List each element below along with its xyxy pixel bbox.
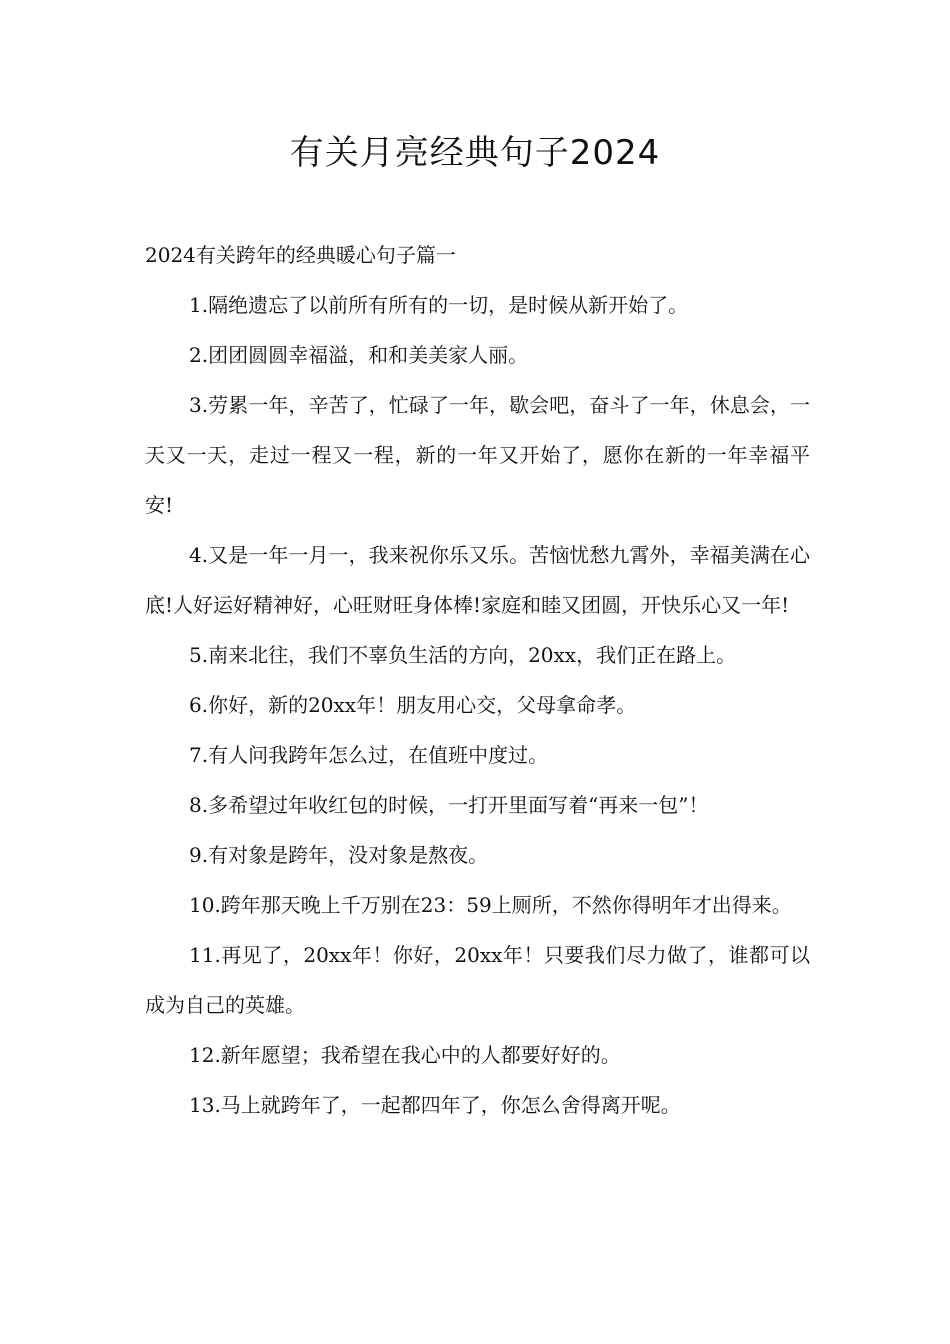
list-item: 12.新年愿望；我希望在我心中的人都要好好的。 <box>189 1043 621 1067</box>
list-item: 6.你好，新的20xx年！朋友用心交，父母拿命孝。 <box>189 693 637 717</box>
list-item: 5.南来北往，我们不辜负生活的方向，20xx，我们正在路上。 <box>189 643 737 667</box>
list-item: 11.再见了，20xx年！你好，20xx年！只要我们尽力做了，谁都可以成为自己的英雄。 <box>145 943 810 1017</box>
list-item: 4.又是一年一月一，我来祝你乐又乐。苦恼忧愁九霄外，幸福美满在心底!人好运好精神好，心旺财旺身体棒!家庭和睦又团圆，开快乐心又一年! <box>145 543 810 617</box>
list-item: 9.有对象是跨年，没对象是熬夜。 <box>189 843 489 867</box>
list-item: 3.劳累一年，辛苦了，忙碌了一年，歇会吧，奋斗了一年，休息会，一天又一天，走过一程又一程，新的一年又开始了，愿你在新的一年幸福平安! <box>145 393 810 517</box>
list-item: 8.多希望过年收红包的时候，一打开里面写着“再来一包”！ <box>189 793 709 817</box>
list-item: 13.马上就跨年了，一起都四年了，你怎么舍得离开呢。 <box>189 1093 681 1117</box>
list-item: 7.有人问我跨年怎么过，在值班中度过。 <box>189 743 549 767</box>
list-item: 10.跨年那天晚上千万别在23：59上厕所，不然你得明年才出得来。 <box>189 893 792 917</box>
page-title: 有关月亮经典句子2024 <box>289 133 661 173</box>
document-body <box>145 230 810 1130</box>
list-item: 2.团团圆圆幸福溢，和和美美家人丽。 <box>189 343 529 367</box>
list-item: 1.隔绝遗忘了以前所有所有的一切，是时候从新开始了。 <box>189 293 689 317</box>
section-heading: 2024有关跨年的经典暖心句子篇一 <box>145 243 456 267</box>
